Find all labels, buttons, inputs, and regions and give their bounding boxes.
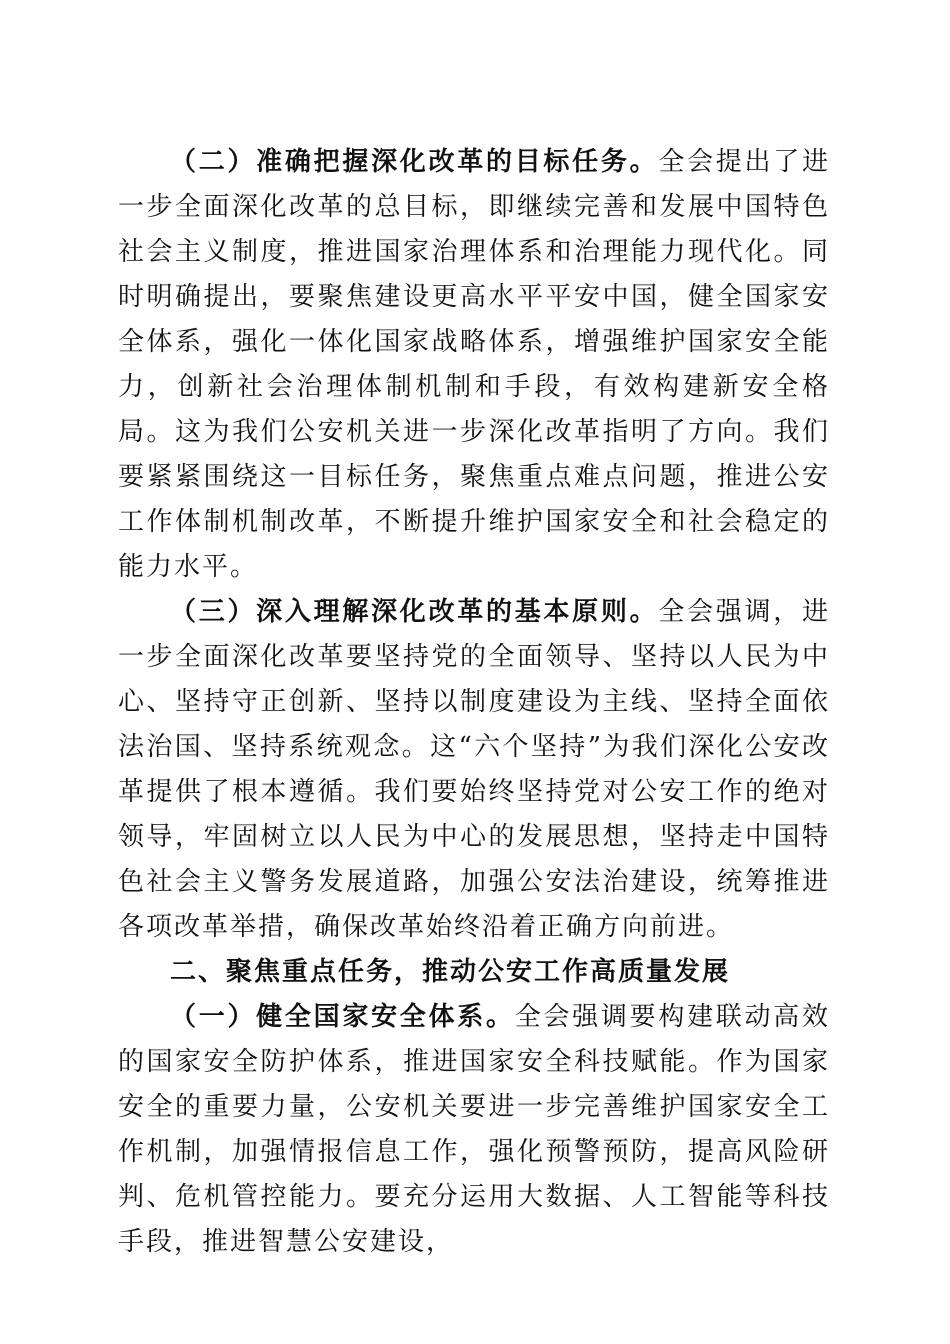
document-body bbox=[118, 140, 830, 1265]
paragraph-national-security bbox=[118, 995, 830, 1265]
section-heading: 二、聚焦重点任务，推动公安工作高质量发展 bbox=[170, 957, 731, 987]
paragraph-goal-tasks bbox=[118, 140, 830, 590]
paragraph-text: 全会提出了进一步全面深化改革的总目标，即继续完善和发展中国特色社会主义制度，推进国家治理体系和治理能力现代化。同时明确提出，要聚焦建设更高水平平安中国，健全国家安全体系，强化一体化国家战略体系，增强维护国家安全能力，创新社会治理体制机制和手段，有效构建新安全格局。这为我们公安机关进一步深化改革指明了方向。我们要紧紧围绕这一目标任务，聚焦重点难点问题，推进公安工作体制机制改革，不断提升维护国家安全和社会稳定的能力水平。 bbox=[118, 147, 830, 582]
paragraph-text: 全会强调，进一步全面深化改革要坚持党的全面领导、坚持以人民为中心、坚持守正创新、坚持以制度建设为主线、坚持全面依法治国、坚持系统观念。这“六个坚持”为我们深化公安改革提供了根本遵循。我们要始终坚持党对公安工作的绝对领导，牢固树立以人民为中心的发展思想，坚持走中国特色社会主义警务发展道路，加强公安法治建设，统筹推进各项改革举措，确保改革始终沿着正确方向前进。 bbox=[118, 597, 830, 942]
paragraph-lead: （一）健全国家安全体系。 bbox=[170, 1002, 515, 1032]
paragraph-basic-principles bbox=[118, 590, 830, 950]
paragraph-text: 全会强调要构建联动高效的国家安全防护体系，推进国家安全科技赋能。作为国家安全的重要力量，公安机关要进一步完善维护国家安全工作机制，加强情报信息工作，强化预警预防，提高风险研判、危机管控能力。要充分运用大数据、人工智能等科技手段，推进智慧公安建设， bbox=[118, 1002, 830, 1257]
paragraph-lead: （二）准确把握深化改革的目标任务。 bbox=[170, 147, 659, 177]
paragraph-lead: （三）深入理解深化改革的基本原则。 bbox=[170, 597, 659, 627]
